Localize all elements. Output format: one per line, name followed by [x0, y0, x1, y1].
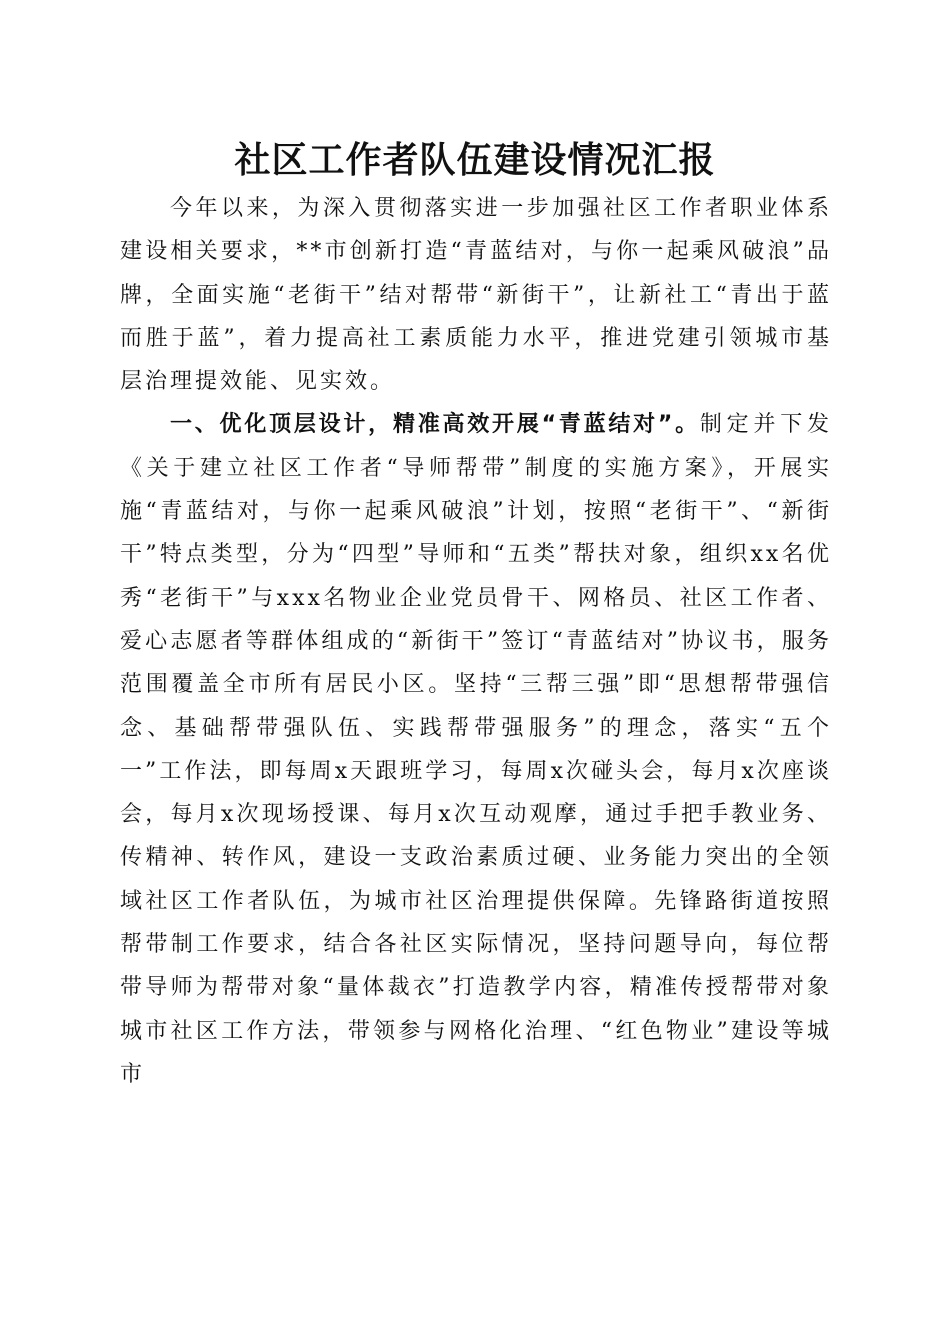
section-1-heading: 一、优化顶层设计，精准高效开展“青蓝结对”。	[170, 412, 700, 438]
intro-paragraph: 今年以来，为深入贯彻落实进一步加强社区工作者职业体系建设相关要求，**市创新打造“青蓝结对，与你一起乘风破浪”品牌，全面实施“老街干”结对帮带“新街干”，让新社工“青出于蓝而胜于蓝”，着力提高社工素质能力水平，推进党建引领城市基层治理提效能、见实效。	[120, 196, 832, 395]
document-title: 社区工作者队伍建设情况汇报	[234, 139, 716, 181]
section-1-paragraph	[120, 403, 832, 1096]
document-body	[120, 187, 832, 1096]
section-1-text: 制定并下发《关于建立社区工作者“导师帮带”制度的实施方案》，开展实施“青蓝结对，与你一起乘风破浪”计划，按照“老街干”、“新街干”特点类型，分为“四型”导师和“五类”帮扶对象，组织xx名优秀“老街干”与xxx名物业企业党员骨干、网格员、社区工作者、爱心志愿者等群体组成的“新街干”签订“青蓝结对”协议书，服务范围覆盖全市所有居民小区。坚持“三帮三强”即“思想帮带强信念、基础帮带强队伍、实践帮带强服务”的理念，落实“五个一”工作法，即每周x天跟班学习，每周x次碰头会，每月x次座谈会，每月x次现场授课、每月x次互动观摩，通过手把手教业务、传精神、转作风，建设一支政治素质过硬、业务能力突出的全领域社区工作者队伍，为城市社区治理提供保障。先锋路街道按照帮带制工作要求，结合各社区实际情况，坚持问题导向，每位帮带导师为帮带对象“量体裁衣”打造教学内容，精准传授帮带对象城市社区工作方法，带领参与网格化治理、“红色物业”建设等城市	[120, 412, 832, 1087]
